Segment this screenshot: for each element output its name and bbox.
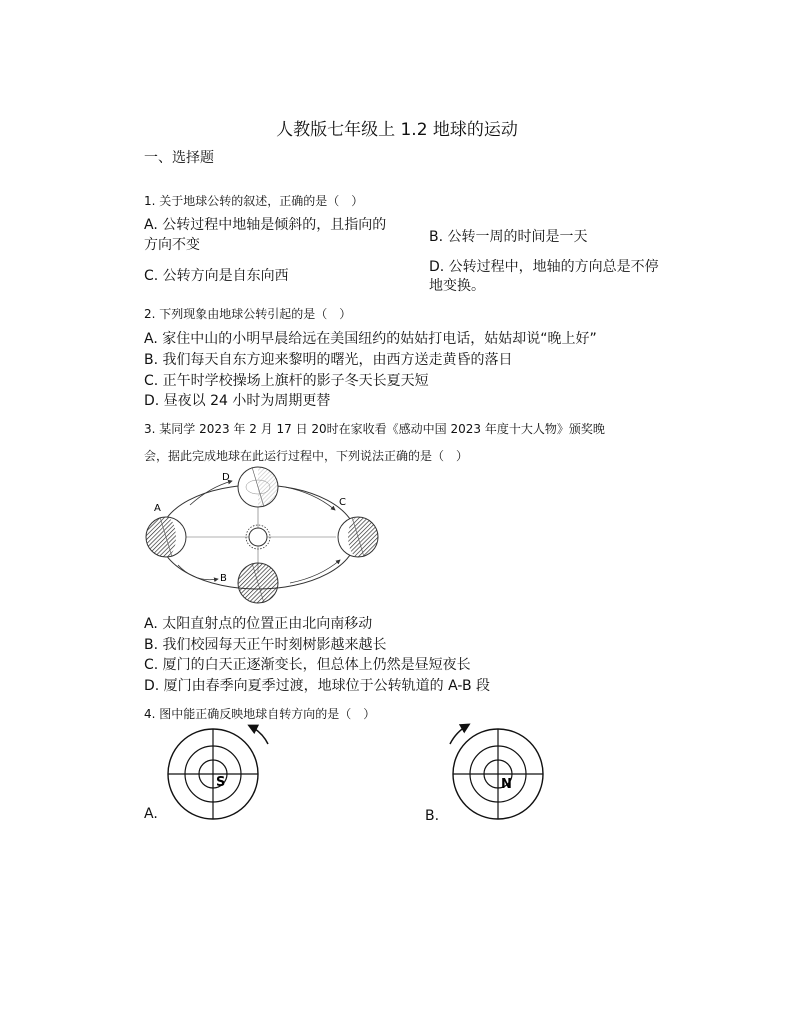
q2-option-a: A. 家住中山的小明早晨给远在美国纽约的姑姑打电话，姑姑却说“晚上好” [144, 331, 597, 347]
q2-option-d: D. 昼夜以 24 小时为周期更替 [144, 393, 331, 409]
pole-label-s: S [216, 775, 226, 790]
rotation-figure-b [440, 722, 560, 822]
q1-option-b: B. 公转一周的时间是一天 [429, 229, 588, 245]
q3-option-c: C. 厦门的白天正逐渐变长，但总体上仍然是昼短夜长 [144, 657, 471, 673]
earth-position-b [238, 563, 278, 603]
q1-stem: 1. 关于地球公转的叙述，正确的是（ ） [144, 194, 364, 208]
q4-option-b-label: B. [425, 808, 440, 824]
q1-option-d-line1: D. 公转过程中，地轴的方向总是不停 [429, 259, 659, 275]
page-title: 人教版七年级上 1.2 地球的运动 [276, 120, 518, 140]
orbit-arrow-d-to-a [190, 481, 232, 505]
section-heading: 一、选择题 [144, 150, 214, 166]
label-a: A [154, 503, 161, 514]
pole-label-n: N [501, 777, 512, 792]
q1-option-d-line2: 地变换。 [429, 278, 485, 294]
q1-option-a-line2: 方向不变 [144, 237, 200, 253]
q2-option-b: B. 我们每天自东方迎来黎明的曙光，由西方送走黄昏的落日 [144, 352, 513, 368]
rotation-arrow-icon [250, 726, 268, 744]
orbit-diagram [140, 465, 385, 615]
earth-position-d [238, 467, 278, 507]
orbit-arrow-d-to-c [285, 487, 335, 510]
q2-stem: 2. 下列现象由地球公转引起的是（ ） [144, 307, 352, 321]
rotation-figure-a [160, 722, 280, 822]
q3-option-b: B. 我们校园每天正午时刻树影越来越长 [144, 637, 387, 653]
label-b: B [220, 573, 227, 584]
q1-option-a-line1: A. 公转过程中地轴是倾斜的，且指向的 [144, 217, 387, 233]
q4-option-a-label: A. [144, 806, 158, 822]
q3-option-a: A. 太阳直射点的位置正由北向南移动 [144, 616, 373, 632]
earth-position-c [338, 517, 378, 557]
q3-stem-line2: 会，据此完成地球在此运行过程中，下列说法正确的是（ ） [144, 449, 469, 463]
q4-stem: 4. 图中能正确反映地球自转方向的是（ ） [144, 707, 376, 721]
q1-option-c: C. 公转方向是自东向西 [144, 268, 289, 284]
q3-stem-line1: 3. 某同学 2023 年 2 月 17 日 20时在家收看《感动中国 2023 年度十大人物》颁奖晚 [144, 422, 605, 436]
earth-position-a [146, 517, 186, 557]
rotation-arrow-icon [450, 725, 468, 744]
q3-option-d: D. 厦门由春季向夏季过渡，地球位于公转轨道的 A-B 段 [144, 678, 491, 694]
orbit-arrow-a-to-b [178, 565, 218, 580]
label-c: C [339, 497, 346, 508]
q2-option-c: C. 正午时学校操场上旗杆的影子冬天长夏天短 [144, 373, 429, 389]
sun-icon [246, 525, 270, 549]
label-d: D [222, 472, 230, 483]
